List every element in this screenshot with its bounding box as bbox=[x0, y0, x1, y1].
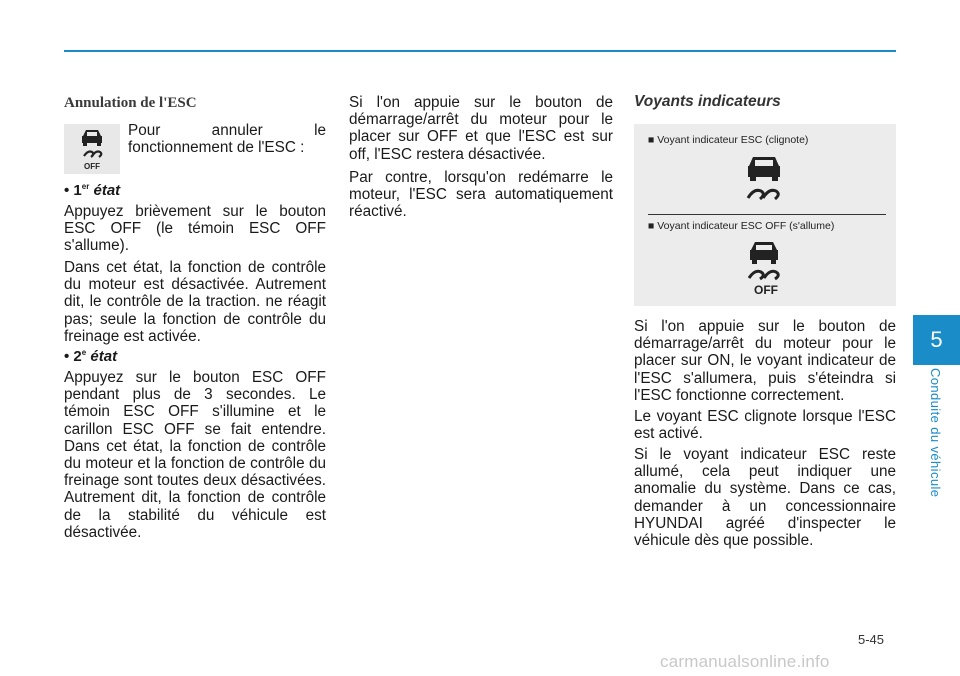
watermark: carmanualsonline.info bbox=[660, 652, 830, 671]
page-number: 5-45 bbox=[858, 632, 885, 647]
header-rule bbox=[64, 50, 896, 52]
esc-off-icon bbox=[64, 124, 120, 174]
section-title: Annulation de l'ESC bbox=[64, 95, 197, 111]
esc-off-indicator-icon bbox=[736, 238, 792, 298]
esc-indicator-icon bbox=[736, 152, 792, 206]
indicators-title: Voyants indicateurs bbox=[634, 93, 781, 110]
esc-off-indicator-label: OFF bbox=[754, 283, 778, 297]
indicator-panel bbox=[634, 124, 896, 306]
esc-off-icon-label: OFF bbox=[84, 162, 100, 171]
state1-paragraph-1: Appuyez brièvement sur le bouton ESC OFF (le témoin ESC OFF s'allume). bbox=[64, 203, 326, 255]
col3-paragraph-1: Si l'on appuie sur le bouton de démarrage/arrêt du moteur pour le placer sur ON, le voyant indicateur de l'ESC s'allumera, puis s'éteindra si l'ESC fonctionne correctement. bbox=[634, 318, 896, 404]
state2-paragraph: Appuyez sur le bouton ESC OFF pendant plus de 3 secondes. Le témoin ESC OFF s'illumine et le carillon ESC OFF se fait entendre. Dans cet état, la fonction de contrôle du moteur et la fonction de contrôle du freinage sont toutes deux désactivées. Autrement dit, la fonction de contrôle de la stabilité du véhicule est désactivée. bbox=[64, 369, 326, 541]
col3-paragraph-3: Si le voyant indicateur ESC reste allumé, cela peut indiquer une anomalie du système. Dans ce cas, demander à un concessionnaire HYUNDAI agréé d'inspecter le véhicule dès que possible. bbox=[634, 446, 896, 550]
panel-caption-esc: ■ Voyant indicateur ESC (clignote) bbox=[648, 134, 809, 146]
col3-paragraph-2: Le voyant ESC clignote lorsque l'ESC est activé. bbox=[634, 408, 896, 443]
chapter-label: Conduite du véhicule bbox=[928, 368, 943, 498]
col2-paragraph-1: Si l'on appuie sur le bouton de démarrage/arrêt du moteur pour le placer sur OFF et que l'ESC est sur off, l'ESC restera désactivée. bbox=[349, 94, 613, 163]
state1-paragraph-2: Dans cet état, la fonction de contrôle du moteur est désactivée. Autrement dit, le contrôle de la traction. ne réagit pas; seule la fonction de contrôle du freinage est activée. bbox=[64, 259, 326, 345]
intro-text: Pour annuler le fonctionnement de l'ESC : bbox=[128, 122, 326, 157]
col2-paragraph-2: Par contre, lorsqu'on redémarre le moteur, l'ESC sera automatiquement réactivé. bbox=[349, 169, 613, 221]
chapter-tab: 5 bbox=[913, 315, 960, 365]
state2-heading: • 2e état bbox=[64, 348, 118, 365]
panel-divider bbox=[648, 214, 886, 215]
esc-off-icon-box bbox=[64, 124, 120, 174]
state1-heading: • 1er état bbox=[64, 182, 121, 199]
panel-caption-esc-off: ■ Voyant indicateur ESC OFF (s'allume) bbox=[648, 220, 835, 232]
